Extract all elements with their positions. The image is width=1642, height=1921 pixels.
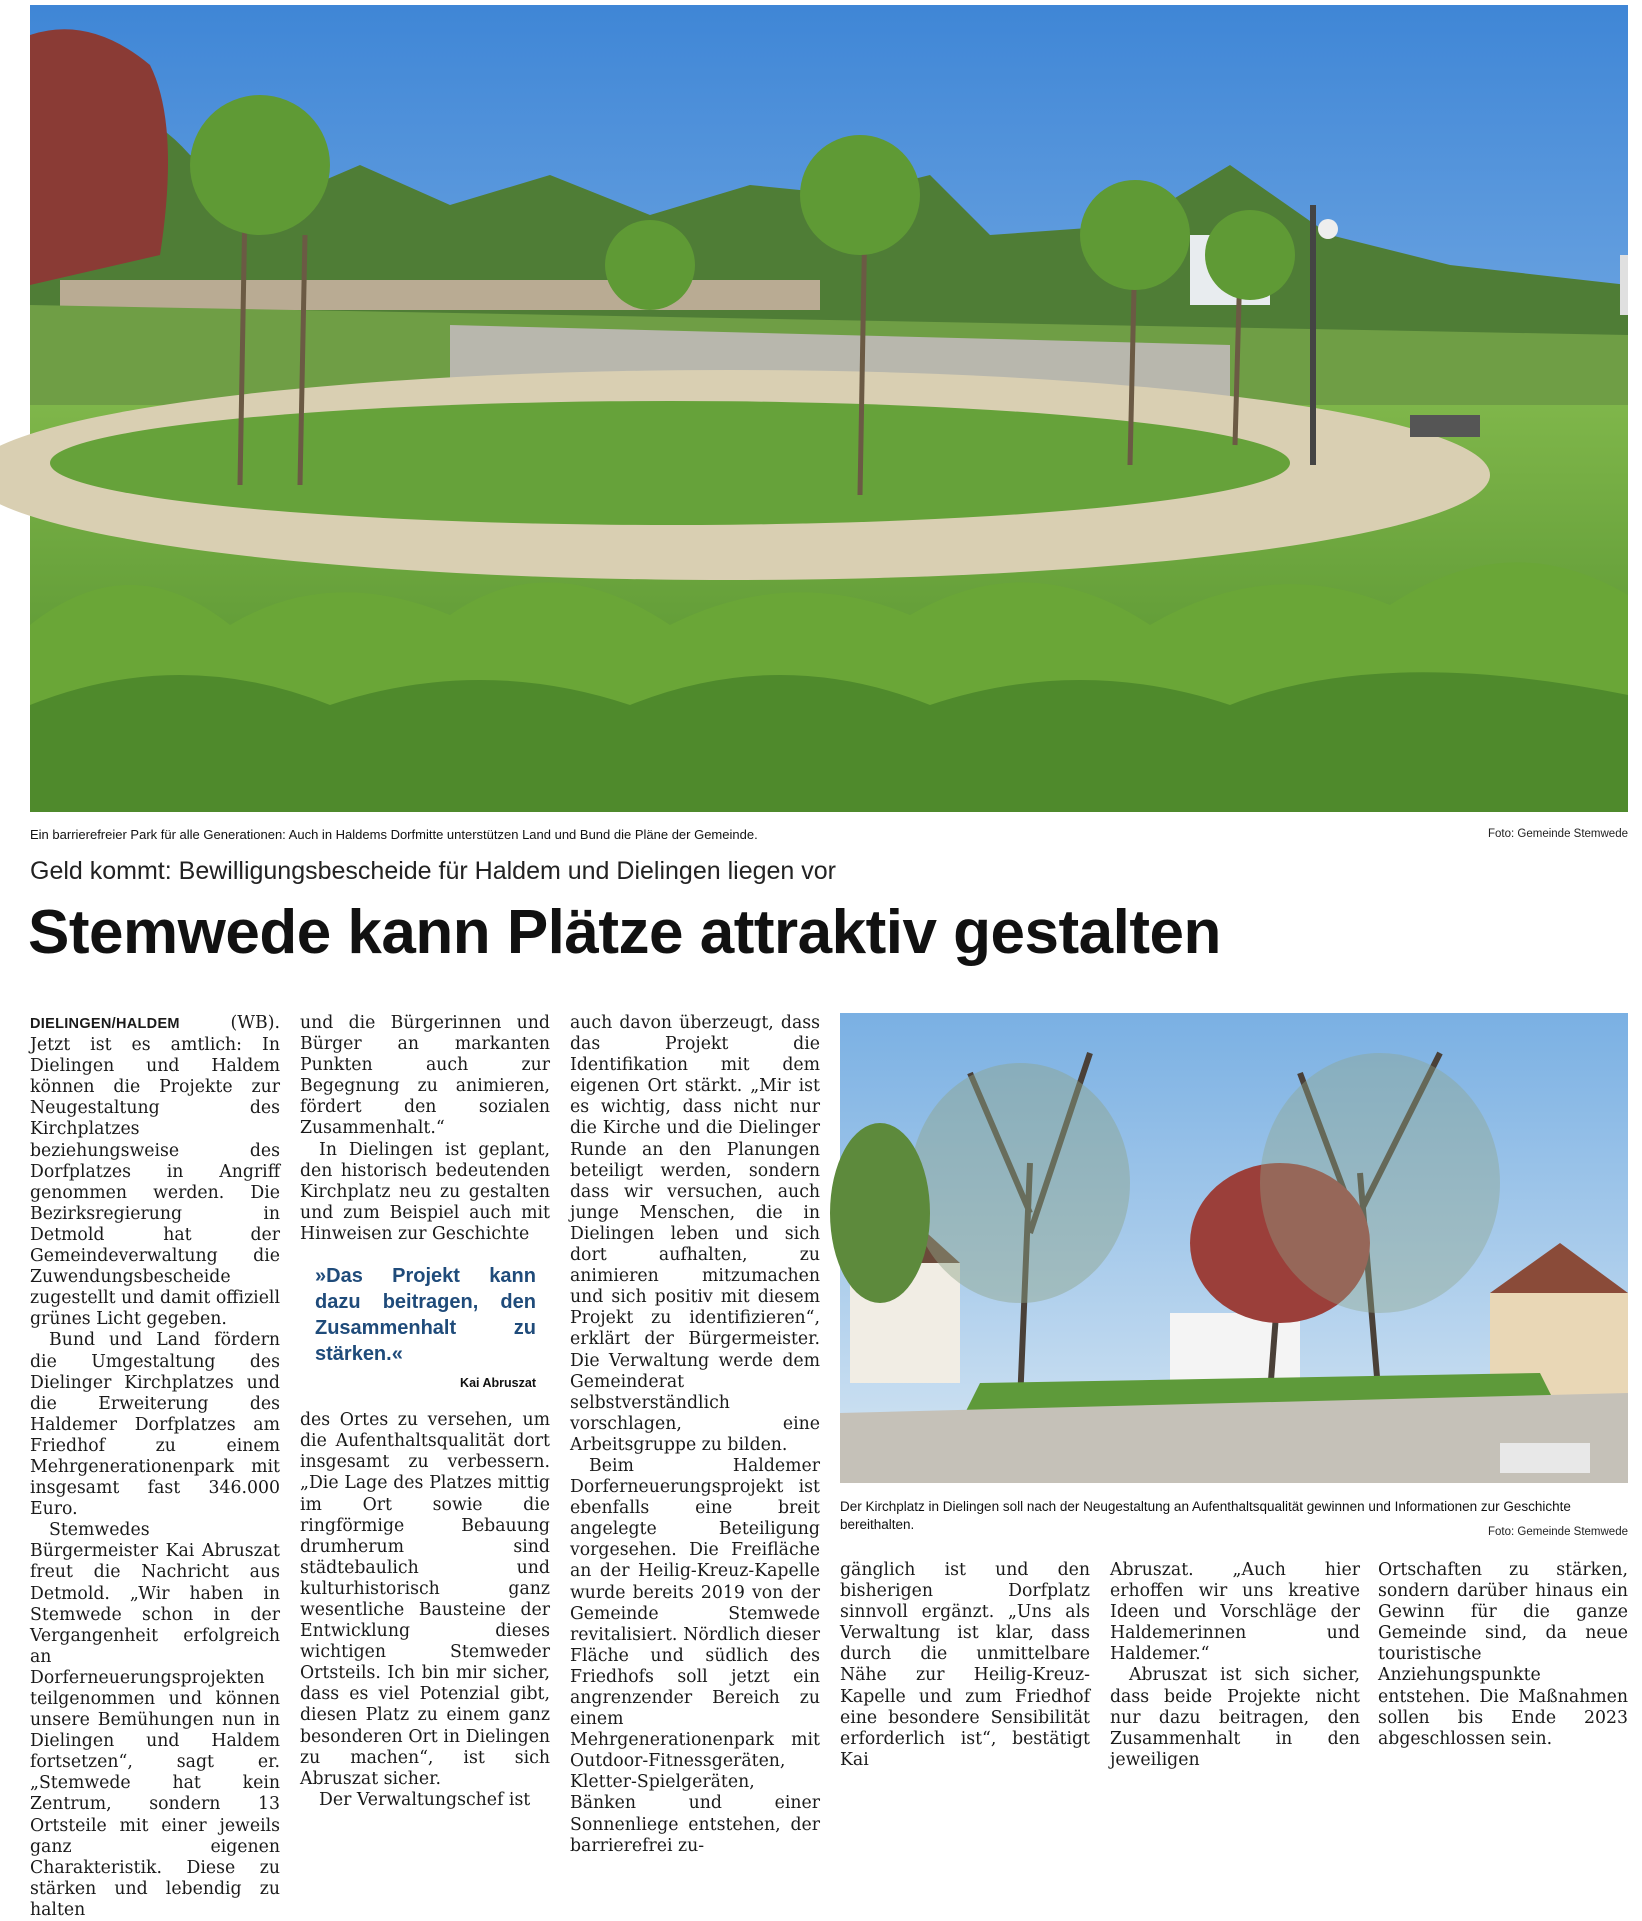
col3-paragraph-1: auch davon überzeugt, dass das Projekt die Identifikation mit dem eigenen Ort stärkt. „Mir ist es wichtig, dass nicht nur die Kirche und die Dielinger Runde an den Planungen beteiligt werden, sondern dass wir versuchen, auch junge Menschen, die in Dielingen leben und sich dort aufhalten, zu animieren mitzumachen und sich positiv mit diesem Projekt zu identifizieren“, erklärt der Bürgermeister. Die Verwaltung werde dem Gemeinderat selbstverständlich vorschlagen, eine Arbeitsgruppe zu bilden. [570,1013,820,1455]
column-5 [1110,1560,1360,1770]
kicker: Geld kommt: Bewilligungsbescheide für Haldem und Dielingen liegen vor [30,857,836,885]
col2-paragraph-4: Der Verwaltungschef ist [319,1789,531,1810]
column-6 [1378,1560,1628,1749]
col2-paragraph-2: In Dielingen ist geplant, den historisch bedeutenden Kirchplatz neu zu gestalten und zum Beispiel auch mit Hinweisen zur Geschichte [300,1139,550,1244]
dateline: DIELINGEN/HALDEM [30,1016,180,1032]
top-photo-credit: Foto: Gemeinde Stemwede [1488,828,1628,840]
park-photo [30,5,1628,812]
column-3 [570,1013,820,1856]
pull-quote [315,1263,536,1394]
pull-quote-author: Kai Abruszat [460,1376,536,1391]
column-1 [30,1013,280,1920]
col1-paragraph-3: Stemwedes Bürgermeister Kai Abruszat freut die Nachricht aus Detmold. „Wir haben in Stemwede schon in der Vergangenheit erfolgreich an Dorferneuerungsprojekten teilgenommen und können unsere Bemühungen nun in Dielingen und Haldem fortsetzen“, sagt er. „Stemwede hat kein Zentrum, sondern 13 Ortsteile mit einer jeweils ganz eigenen Charakteristik. Diese zu stärken und lebendig zu halten [30,1520,280,1920]
column-2 [300,1013,550,1810]
col1-paragraph-1: (WB). Jetzt ist es amtlich: In Dielingen und Haldem können die Projekte zur Neugestaltung des Kirchplatzes beziehungsweise des Dorfplatzes in Angriff genommen werden. Die Bezirksregierung in Detmold hat der Gemeindeverwaltung die Zuwendungsbescheide zugestellt und damit offiziell grünes Licht gegeben. [30,1013,280,1330]
col5-paragraph-2: Abruszat ist sich sicher, dass beide Projekte nicht nur dazu beitragen, den Zusammenhalt in den jeweiligen [1110,1665,1360,1770]
top-photo-caption: Ein barrierefreier Park für alle Generationen: Auch in Haldems Dorfmitte unterstützen Land und Bund die Pläne der Gemeinde. [30,827,758,842]
pull-quote-text: »Das Projekt kann dazu beitragen, den Zusammenhalt zu stärken.« [315,1265,536,1366]
col2-paragraph-3: des Ortes zu versehen, um die Aufenthaltsqualität dort insgesamt zu verbessern. „Die Lage des Platzes mittig im Ort sowie die ringförmige Bebauung drumherum sind städtebaulich und kulturhistorisch ganz wesentliche Bausteine der Entwicklung dieses wichtigen Stemweder Ortsteils. Ich bin mir sicher, dass es viel Potenzial gibt, diesen Platz zu einem ganz besonderen Ort in Dielingen zu machen“, ist sich Abruszat sicher. [300,1410,550,1789]
col5-paragraph-1: Abruszat. „Auch hier erhoffen wir uns kreative Ideen und Vorschläge der Haldemerinnen und Haldemer.“ [1110,1560,1360,1665]
right-photo-credit: Foto: Gemeinde Stemwede [1488,1526,1628,1538]
col3-paragraph-2: Beim Haldemer Dorferneuerungsprojekt ist ebenfalls eine breit angelegte Beteiligung vorgesehen. Die Freifläche an der Heilig-Kreuz-Kapelle wurde bereits 2019 von der Gemeinde Stemwede revitalisiert. Nördlich dieser Fläche und südlich des Friedhofs soll jetzt ein angrenzender Bereich zu einem Mehrgenerationenpark mit Outdoor-Fitnessgeräten, Kletter-Spielgeräten, Bänken und einer Sonnenliege entstehen, der barrierefrei zu- [570,1455,820,1856]
headline: Stemwede kann Plätze attraktiv gestalten [28,898,1221,967]
col1-paragraph-2: Bund und Land fördern die Umgestaltung des Dielinger Kirchplatzes und die Erweiterung des Haldemer Dorfplatzes am Friedhof zu einem Mehrgenerationenpark mit insgesamt fast 346.000 Euro. [30,1330,280,1520]
col2-paragraph-1: und die Bürgerinnen und Bürger an markanten Punkten auch zur Begegnung zu animieren, fördert den sozialen Zusammenhalt.“ [300,1013,550,1139]
col6-paragraph-1: Ortschaften zu stärken, sondern darüber hinaus ein Gewinn für die ganze Gemeinde sind, da neue touristische Anziehungspunkte entstehen. Die Maßnahmen sollen bis Ende 2023 abgeschlossen sein. [1378,1560,1628,1749]
kirchplatz-photo [840,1013,1628,1483]
right-photo-caption: Der Kirchplatz in Dielingen soll nach der Neugestaltung an Aufenthaltsqualität gewinnen und Informationen zur Geschichte bereithalten. [840,1499,1571,1532]
column-4 [840,1560,1090,1770]
col4-paragraph-1: gänglich ist und den bisherigen Dorfplatz sinnvoll ergänzt. „Uns als Verwaltung ist klar, dass durch die unmittelbare Nähe zur Heilig-Kreuz-Kapelle und zum Friedhof eine besondere Sensibilität erforderlich ist“, bestätigt Kai [840,1560,1090,1770]
